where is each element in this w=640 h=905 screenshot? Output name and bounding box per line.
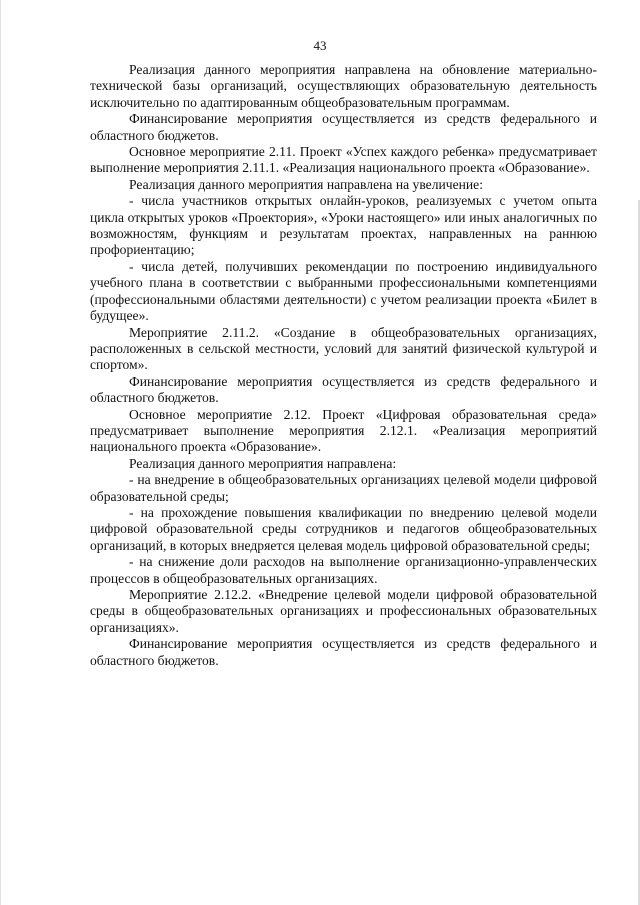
body-text: [90, 62, 597, 669]
list-item: - числа детей, получивших рекомендации по построению индивидуального учебного плана в соответствии с выбранными профессиональными компетенциями (профессиональными областями деятельности) с учетом реализации проекта «Билет в будущее».: [90, 258, 597, 324]
list-item: - числа участников открытых онлайн-уроков, реализуемых с учетом опыта цикла открытых уроков «Проектория», «Уроки настоящего» или иных аналогичных по возможностям, функциям и результатам проектах, направленных на раннюю профориентацию;: [90, 193, 597, 258]
list-item: - на прохождение повышения квалификации по внедрению целевой модели цифровой образовательной среды сотрудников и педагогов общеобразовательных организаций, в которых внедряется целевая модель цифровой образовательной среды;: [90, 504, 597, 553]
paragraph: Финансирование мероприятия осуществляется из средств федерального и областного бюджетов.: [90, 111, 597, 143]
paragraph: Мероприятие 2.12.2. «Внедрение целевой модели цифровой образовательной среды в общеобразовательных организациях и профессиональных образовательных организациях».: [90, 587, 597, 635]
page-number: 43: [313, 38, 327, 53]
paragraph: Финансирование мероприятия осуществляется из средств федерального и областного бюджетов.: [90, 373, 597, 406]
paragraph: Реализация данного мероприятия направлена:: [129, 455, 397, 471]
list-item: - на внедрение в общеобразовательных организациях целевой модели цифровой образовательной среды;: [90, 472, 597, 504]
paragraph: Финансирование мероприятия осуществляется из средств федерального и областного бюджетов.: [90, 636, 597, 668]
list-item: - на снижение доли расходов на выполнение организационно-управленческих процессов в общеобразовательных организациях.: [90, 554, 597, 586]
paragraph: Реализация данного мероприятия направлена на обновление материально-технической базы организаций, осуществляющих образовательную деятельность исключительно по адаптированным общеобразовательным программам.: [90, 62, 597, 110]
paragraph: Основное мероприятие 2.12. Проект «Цифровая образовательная среда» предусматривает выполнение мероприятия 2.12.1. «Реализация мероприятий национального проекта «Образование».: [90, 406, 597, 455]
paragraph: Реализация данного мероприятия направлена на увеличение:: [129, 176, 483, 192]
paragraph: Основное мероприятие 2.11. Проект «Успех каждого ребенка» предусматривает выполнение мероприятия 2.11.1. «Реализация национального проекта «Образование».: [90, 144, 597, 176]
paragraph: Мероприятие 2.11.2. «Создание в общеобразовательных организациях, расположенных в сельской местности, условий для занятий физической культурой и спортом».: [90, 324, 597, 373]
